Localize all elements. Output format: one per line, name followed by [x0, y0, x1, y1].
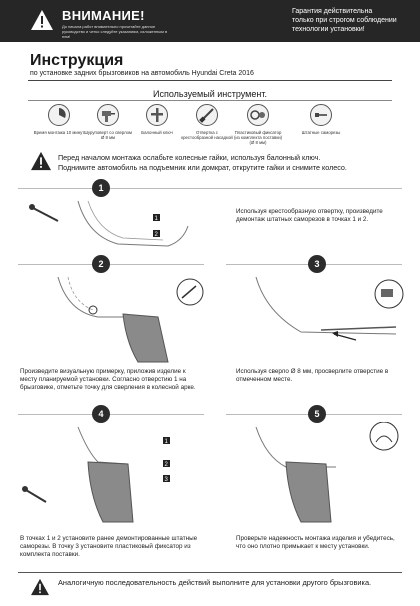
svg-text:3: 3 — [164, 477, 168, 483]
step3-illustration — [226, 272, 416, 364]
tool-label: Штатные саморезы — [301, 130, 341, 135]
tool-label: Балонный ключ — [141, 130, 173, 135]
divider — [28, 100, 392, 101]
page-title: Инструкция — [30, 52, 124, 69]
svg-text:1: 1 — [164, 439, 168, 445]
step-text: Используя крестообразную отвертку, произведите демонтаж штатных саморезов в точках 1 и 2. — [236, 208, 383, 223]
warning-title: ВНИМАНИЕ! — [62, 8, 145, 23]
step-text: Используя сверло Ø 8 мм, просверлите отверстие в отмеченном месте. — [236, 368, 389, 383]
tool-label: Время монтажа 10 минут — [33, 130, 85, 135]
warning-triangle-icon — [30, 151, 52, 171]
divider — [18, 572, 402, 573]
wrench-icon — [146, 104, 168, 126]
step-divider — [18, 264, 204, 265]
tool-label: Шуруповерт со сверлом Ø 8 мм — [83, 130, 133, 140]
tool-label: Отвертка с крестообразной насадкой — [181, 130, 233, 140]
svg-text:2: 2 — [154, 232, 158, 238]
step-text: В точках 1 и 2 установите ранее демонтированные штатные саморезы. В точку 3 установите пластиковый фиксатор из комплекта поставки. — [20, 535, 198, 558]
final-note: Аналогичную последовательность действий выполните для установки другого брызговика. — [58, 578, 372, 587]
step-number: 4 — [92, 405, 110, 423]
warning-text: До начала работ внимательно прочитайте данное руководство и четко следуйте указаниям, изложенным в нем! — [62, 24, 168, 39]
svg-text:2: 2 — [164, 462, 168, 468]
step-number: 1 — [92, 179, 110, 197]
step-number: 2 — [92, 255, 110, 273]
step-text: Проверьте надежность монтажа изделия и убедитесь, что оно плотно примыкает к месту установки. — [236, 535, 395, 550]
step-number: 5 — [308, 405, 326, 423]
tools-heading: Используемый инструмент. — [153, 89, 267, 99]
clock-icon — [48, 104, 70, 126]
guarantee-text — [292, 7, 414, 34]
step-divider — [18, 414, 204, 415]
screw-icon — [310, 104, 332, 126]
step-text: Произведите визуальную примерку, приложив изделие к месту планируемой установки. Согласно отверстию 1 на брызговике, отметьте точку для сверления в колесной арке. — [20, 368, 196, 391]
step-number: 3 — [308, 255, 326, 273]
svg-text:1: 1 — [154, 216, 158, 222]
warning-header — [0, 0, 420, 42]
fastener-icon — [247, 104, 269, 126]
step-divider — [18, 188, 402, 189]
screwdriver-icon — [196, 104, 218, 126]
intro-line: Поднимите автомобиль на подъемник или домкрат, открутите гайки и снимите колесо. — [58, 163, 347, 172]
guarantee-line: только при строгом соблюдении — [292, 17, 397, 24]
intro-text — [58, 153, 418, 173]
guarantee-line: технологии установки! — [292, 26, 365, 33]
step4-illustration — [18, 422, 208, 527]
tool-label: Пластиковый фиксатор (из комплекта поставки) (Ø 8 мм) — [233, 130, 283, 145]
warning-triangle-icon — [30, 578, 50, 596]
warning-triangle-icon — [30, 9, 54, 31]
step2-illustration — [18, 272, 208, 364]
step1-illustration — [18, 196, 218, 256]
guarantee-line: Гарантия действительна — [292, 8, 373, 15]
intro-line: Перед началом монтажа ослабьте колесные гайки, используя балонный ключ. — [58, 153, 321, 162]
page-subtitle: по установке задних брызговиков на автомобиль Hyundai Creta 2016 — [30, 70, 254, 77]
drill-icon — [97, 104, 119, 126]
step5-illustration — [226, 422, 416, 527]
divider — [28, 80, 392, 81]
